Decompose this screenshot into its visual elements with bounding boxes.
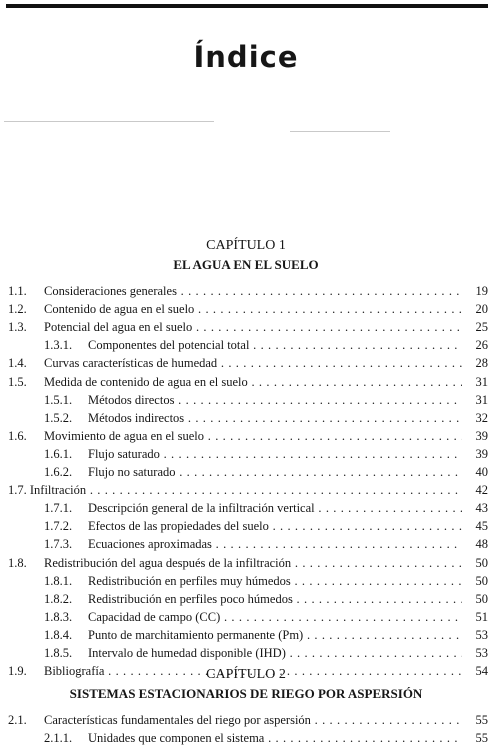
toc-entry-page: 50 [475,591,488,606]
toc-entry-title: Redistribución en perfiles poco húmedos . . . [88,590,462,608]
toc-entry [0,626,492,644]
toc-entry-number: 1.6.1. [44,446,73,461]
toc-entry-page: 43 [475,501,488,516]
toc-entry-number: 1.7.3. [44,537,73,552]
toc-entry-title: Potencial del agua en el suelo . . . [44,318,462,336]
toc-entry-page: 28 [475,356,488,371]
toc-entry-title: Unidades que componen el sistema . . . [88,729,462,747]
toc-entry-title: Métodos directos . . . [88,391,462,409]
page-title: Índice [193,40,299,74]
chapter-1-title: EL AGUA EN EL SUELO [173,257,319,272]
toc-entry-title: Componentes del potencial total . . . [88,336,462,354]
toc-entry-number: 1.2. [8,302,27,317]
toc-entry-title: Redistribución en perfiles muy húmedos . . . [88,572,462,590]
toc-entry [0,729,492,747]
chapter-1-number: CAPÍTULO 1 [206,238,286,253]
toc-entry-number: 1.8.2. [44,591,73,606]
toc-entry-page: 48 [475,537,488,552]
toc-entry-number: 1.3. [8,320,27,335]
toc-entry-number: 1.9. [8,664,27,679]
toc-entry-page: 54 [475,664,488,679]
toc-entry [0,373,492,391]
toc-entry [0,481,492,499]
toc-entry [0,499,492,517]
toc-entry-number: 1.7.1. [44,501,73,516]
toc-entry-page: 53 [475,627,488,642]
toc-entry-page: 19 [475,284,488,298]
toc-entry [0,445,492,463]
toc-entry [0,572,492,590]
toc-entry [0,517,492,535]
toc-entry-title: Movimiento de agua en el suelo . . . [44,427,462,445]
toc-entry-number: 1.8.5. [44,646,73,660]
toc-entry-page: 53 [475,646,488,660]
toc-entry-title: Efectos de las propiedades del suelo . . . [88,517,462,535]
scan-mark [4,121,214,122]
toc-entry-title: Métodos indirectos . . . [88,409,462,427]
toc-entry-number: 1.8.4. [44,627,73,642]
toc-entry-page: 50 [475,555,488,570]
toc-entry-number: 1.4. [8,356,27,371]
toc-entry [0,391,492,409]
toc-entry-title: Curvas características de humedad . . . [44,354,462,372]
toc-entry-number: 1.6.2. [44,465,73,479]
toc-entry [0,318,492,336]
toc-entry [0,711,492,729]
toc-entry [0,608,492,626]
toc-entry-title: Intervalo de humedad disponible (IHD) . . . [88,644,462,662]
toc-entry [0,554,492,572]
toc-entry-page: 55 [475,713,488,727]
chapter-2-number: CAPÍTULO 2 [206,667,286,682]
top-rule [6,4,488,8]
toc-entry [0,300,492,318]
toc-entry-page: 39 [475,428,488,443]
toc-entry [0,427,492,445]
toc-entry [0,282,492,300]
toc-entry-title: Bibliografía . . . [44,662,462,680]
toc-entry-title: Ecuaciones aproximadas . . . [88,535,462,553]
toc-entry-page: 32 [475,410,488,425]
toc-entry-page: 31 [475,374,488,389]
toc-entry-title: Capacidad de campo (CC) . . . [88,608,462,626]
toc-entry-number: 1.7.2. [44,519,73,534]
toc-entry-page: 50 [475,573,488,588]
toc-entry-number: 1.8.1. [44,573,73,588]
scan-mark [290,131,390,132]
toc-entry-number: 1.3.1. [44,338,73,353]
toc-entry-page: 39 [475,446,488,461]
toc-entry-page: 42 [475,483,488,498]
toc-entry-title: Flujo saturado . . . [88,445,462,463]
toc-entry-title: Flujo no saturado . . . [88,463,462,481]
toc-entry [0,590,492,608]
toc-entry-page: 31 [475,392,488,407]
toc-entry-title: Medida de contenido de agua en el suelo . . . [44,373,462,391]
toc-entry-number: 2.1. [8,713,27,727]
toc-entry-title: Redistribución del agua después de la infiltración . . . [44,554,462,572]
toc-entry [0,336,492,354]
toc-entry-title: Características fundamentales del riego por aspersión . . . [44,711,462,729]
toc-entry-title: 1.7. Infiltración . . . [8,481,462,499]
toc-entry [0,409,492,427]
toc-entry-page: 20 [475,302,488,317]
toc-entry-number: 2.1.1. [44,731,73,746]
toc-entry-page: 40 [475,465,488,479]
toc-entry-title: Contenido de agua en el suelo . . . [44,300,462,318]
chapter-2-title: SISTEMAS ESTACIONARIOS DE RIEGO POR ASPERSIÓN [69,686,423,701]
toc-entry-number: 1.1. [8,284,27,298]
toc-entry-number: 1.6. [8,428,27,443]
toc-entry-page: 51 [475,609,488,624]
toc-entry-page: 25 [475,320,488,335]
toc-entry-title: Descripción general de la infiltración vertical . . . [88,499,462,517]
toc-entry [0,644,492,662]
toc-entry-number: 1.8.3. [44,609,73,624]
toc-entry-number: 1.5. [8,374,27,389]
toc-entry-page: 55 [475,731,488,746]
toc-entry-title: Consideraciones generales . . . [44,282,462,300]
toc-entry-number: 1.8. [8,555,27,570]
toc-entry [0,463,492,481]
toc-entry-page: 45 [475,519,488,534]
toc-entry [0,535,492,553]
toc-entry-page: 26 [475,338,488,353]
toc-entry-number: 1.5.1. [44,392,73,407]
toc-entry-title: Punto de marchitamiento permanente (Pm) . . . [88,626,462,644]
toc-entry-number: 1.5.2. [44,410,73,425]
toc-entry [0,354,492,372]
